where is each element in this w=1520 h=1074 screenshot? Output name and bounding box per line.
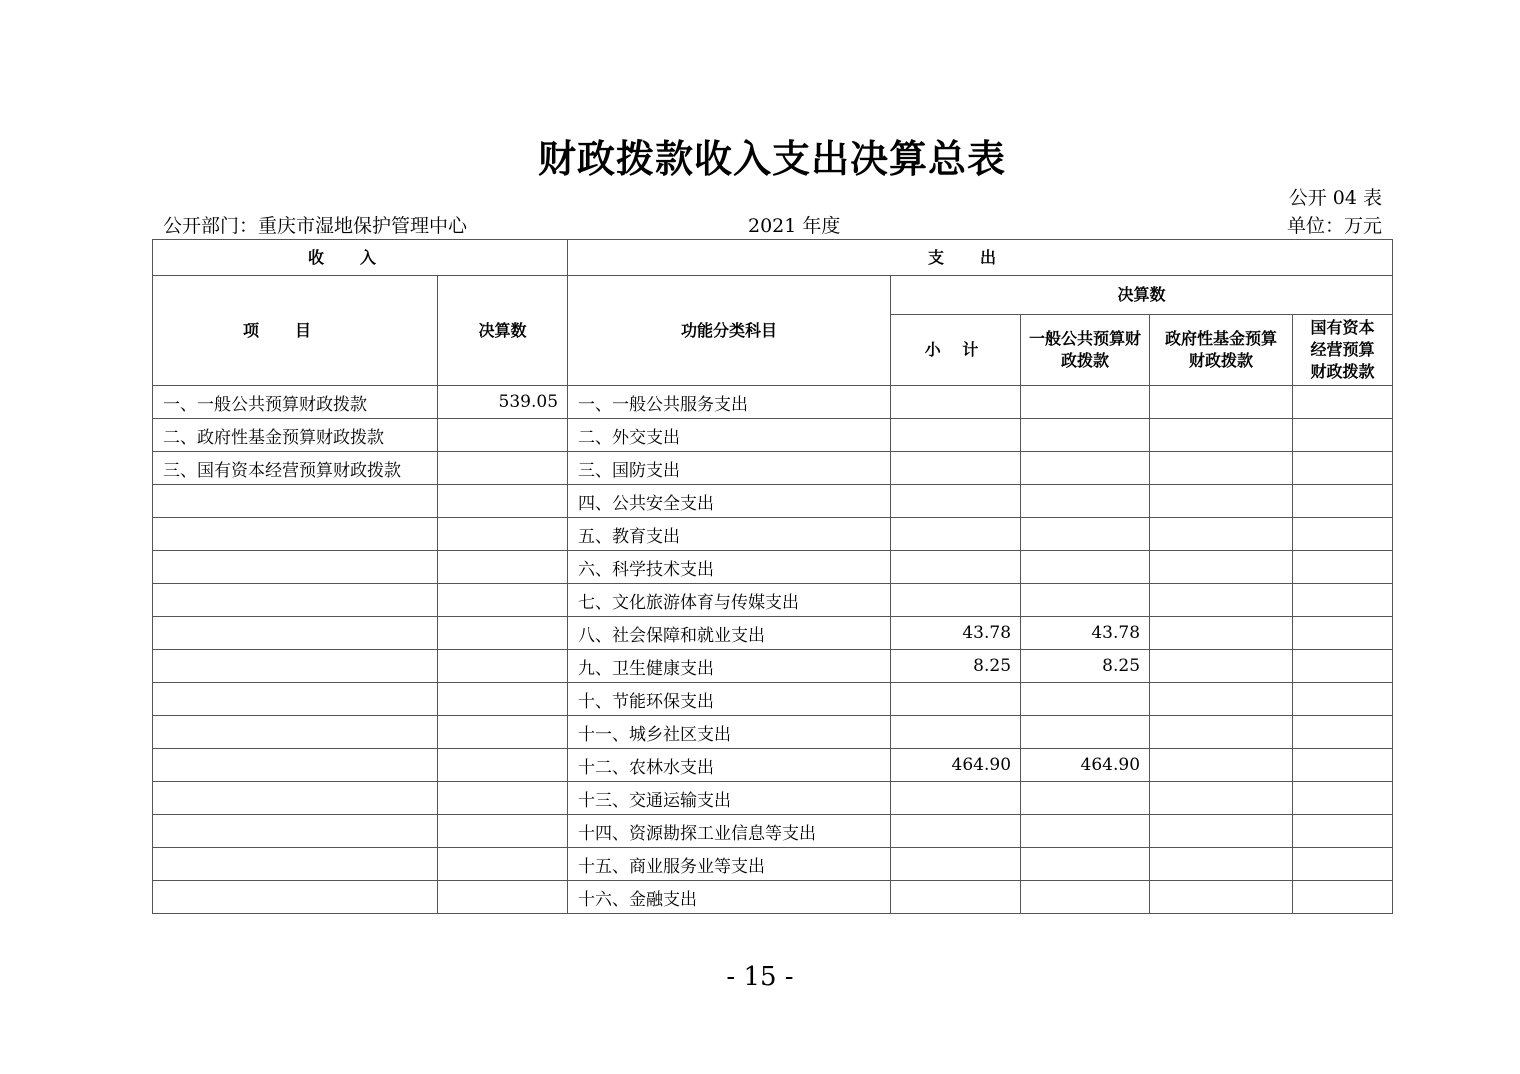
income-amount-cell xyxy=(438,650,568,683)
subtotal-cell: 43.78 xyxy=(891,617,1021,650)
state-capital-cell xyxy=(1293,452,1393,485)
income-amount-cell xyxy=(438,452,568,485)
income-item-cell: 三、国有资本经营预算财政拨款 xyxy=(153,452,438,485)
amount-header: 决算数 xyxy=(438,276,568,386)
table-row xyxy=(153,518,1393,551)
category-cell: 五、教育支出 xyxy=(568,518,891,551)
general-budget-cell: 8.25 xyxy=(1021,650,1150,683)
general-budget-cell xyxy=(1021,683,1150,716)
income-item-cell: 一、一般公共预算财政拨款 xyxy=(153,386,438,419)
state-capital-cell xyxy=(1293,386,1393,419)
state-capital-cell xyxy=(1293,716,1393,749)
state-capital-cell xyxy=(1293,650,1393,683)
income-item-cell xyxy=(153,518,438,551)
income-item-cell xyxy=(153,815,438,848)
state-capital-cell xyxy=(1293,749,1393,782)
state-capital-cell xyxy=(1293,683,1393,716)
category-cell: 三、国防支出 xyxy=(568,452,891,485)
income-amount-cell xyxy=(438,419,568,452)
income-amount-cell xyxy=(438,617,568,650)
income-item-cell xyxy=(153,683,438,716)
table-row xyxy=(153,749,1393,782)
state-capital-cell xyxy=(1293,584,1393,617)
category-cell: 十六、金融支出 xyxy=(568,881,891,914)
subtotal-cell xyxy=(891,518,1021,551)
function-category-header: 功能分类科目 xyxy=(568,276,891,386)
income-amount-cell xyxy=(438,881,568,914)
gov-fund-cell xyxy=(1150,452,1293,485)
state-capital-cell xyxy=(1293,848,1393,881)
income-amount-cell xyxy=(438,584,568,617)
gov-fund-cell xyxy=(1150,551,1293,584)
gov-fund-cell xyxy=(1150,584,1293,617)
category-cell: 十二、农林水支出 xyxy=(568,749,891,782)
general-budget-cell xyxy=(1021,848,1150,881)
table-row xyxy=(153,716,1393,749)
general-budget-cell xyxy=(1021,551,1150,584)
general-budget-cell xyxy=(1021,518,1150,551)
subtotal-header: 小 计 xyxy=(891,315,1021,386)
state-capital-cell xyxy=(1293,518,1393,551)
page-number: - 15 - xyxy=(726,962,794,992)
income-amount-cell xyxy=(438,716,568,749)
subtotal-cell xyxy=(891,386,1021,419)
category-cell: 一、一般公共服务支出 xyxy=(568,386,891,419)
subtotal-cell xyxy=(891,551,1021,584)
subtotal-cell xyxy=(891,716,1021,749)
subtotal-cell: 464.90 xyxy=(891,749,1021,782)
income-amount-cell xyxy=(438,518,568,551)
general-budget-cell: 464.90 xyxy=(1021,749,1150,782)
gov-fund-cell xyxy=(1150,848,1293,881)
unit-label: 单位：万元 xyxy=(1286,215,1382,237)
category-cell: 九、卫生健康支出 xyxy=(568,650,891,683)
income-item-cell xyxy=(153,782,438,815)
category-cell: 四、公共安全支出 xyxy=(568,485,891,518)
gov-fund-cell xyxy=(1150,485,1293,518)
general-budget-cell xyxy=(1021,485,1150,518)
income-header: 收入 xyxy=(153,240,568,276)
state-capital-cell xyxy=(1293,617,1393,650)
table-row xyxy=(153,815,1393,848)
subtotal-cell xyxy=(891,683,1021,716)
budget-summary-table xyxy=(152,239,1393,914)
gov-fund-cell xyxy=(1150,386,1293,419)
income-item-cell xyxy=(153,881,438,914)
gov-fund-header: 政府性基金预算财政拨款 xyxy=(1150,315,1293,386)
category-cell: 七、文化旅游体育与传媒支出 xyxy=(568,584,891,617)
state-capital-cell xyxy=(1293,485,1393,518)
subtotal-cell xyxy=(891,485,1021,518)
income-item-cell xyxy=(153,848,438,881)
general-budget-cell xyxy=(1021,716,1150,749)
state-capital-cell xyxy=(1293,881,1393,914)
gov-fund-cell xyxy=(1150,650,1293,683)
category-cell: 六、科学技术支出 xyxy=(568,551,891,584)
income-amount-cell: 539.05 xyxy=(438,386,568,419)
category-cell: 十四、资源勘探工业信息等支出 xyxy=(568,815,891,848)
income-item-cell xyxy=(153,716,438,749)
general-budget-cell xyxy=(1021,815,1150,848)
table-row xyxy=(153,584,1393,617)
table-row xyxy=(153,485,1393,518)
category-cell: 十三、交通运输支出 xyxy=(568,782,891,815)
state-capital-cell xyxy=(1293,419,1393,452)
final-accounts-header: 决算数 xyxy=(891,276,1393,315)
table-row xyxy=(153,848,1393,881)
general-budget-cell: 43.78 xyxy=(1021,617,1150,650)
general-budget-cell xyxy=(1021,584,1150,617)
state-capital-header: 国有资本经营预算财政拨款 xyxy=(1293,315,1393,386)
gov-fund-cell xyxy=(1150,815,1293,848)
general-budget-cell xyxy=(1021,386,1150,419)
income-item-cell xyxy=(153,617,438,650)
gov-fund-cell xyxy=(1150,881,1293,914)
income-amount-cell xyxy=(438,749,568,782)
subtotal-cell: 8.25 xyxy=(891,650,1021,683)
income-amount-cell xyxy=(438,815,568,848)
subtotal-cell xyxy=(891,782,1021,815)
item-header: 项目 xyxy=(153,276,438,386)
category-cell: 十、节能环保支出 xyxy=(568,683,891,716)
subtotal-cell xyxy=(891,848,1021,881)
income-amount-cell xyxy=(438,485,568,518)
gov-fund-cell xyxy=(1150,683,1293,716)
table-row xyxy=(153,419,1393,452)
general-budget-cell xyxy=(1021,419,1150,452)
expense-header: 支出 xyxy=(568,240,1393,276)
subtotal-cell xyxy=(891,881,1021,914)
department-label: 公开部门：重庆市湿地保护管理中心 xyxy=(163,215,468,237)
income-item-cell xyxy=(153,584,438,617)
subtotal-cell xyxy=(891,584,1021,617)
general-budget-cell xyxy=(1021,782,1150,815)
general-budget-cell xyxy=(1021,452,1150,485)
page-title: 财政拨款收入支出决算总表 xyxy=(537,137,1006,181)
income-amount-cell xyxy=(438,551,568,584)
income-item-cell xyxy=(153,485,438,518)
form-number: 公开 04 表 xyxy=(1288,187,1382,209)
gov-fund-cell xyxy=(1150,419,1293,452)
table-row xyxy=(153,452,1393,485)
subtotal-cell xyxy=(891,452,1021,485)
income-item-cell: 二、政府性基金预算财政拨款 xyxy=(153,419,438,452)
subtotal-cell xyxy=(891,419,1021,452)
table-row xyxy=(153,617,1393,650)
income-item-cell xyxy=(153,650,438,683)
gov-fund-cell xyxy=(1150,782,1293,815)
state-capital-cell xyxy=(1293,551,1393,584)
category-cell: 二、外交支出 xyxy=(568,419,891,452)
table-body xyxy=(153,386,1393,914)
table-row xyxy=(153,650,1393,683)
table-row xyxy=(153,881,1393,914)
fiscal-year: 2021 年度 xyxy=(748,215,841,237)
income-item-cell xyxy=(153,551,438,584)
gov-fund-cell xyxy=(1150,518,1293,551)
gov-fund-cell xyxy=(1150,617,1293,650)
gov-fund-cell xyxy=(1150,716,1293,749)
state-capital-cell xyxy=(1293,815,1393,848)
income-amount-cell xyxy=(438,848,568,881)
income-item-cell xyxy=(153,749,438,782)
income-amount-cell xyxy=(438,683,568,716)
table-row xyxy=(153,683,1393,716)
income-amount-cell xyxy=(438,782,568,815)
general-budget-header: 一般公共预算财政拨款 xyxy=(1021,315,1150,386)
general-budget-cell xyxy=(1021,881,1150,914)
category-cell: 十五、商业服务业等支出 xyxy=(568,848,891,881)
subtotal-cell xyxy=(891,815,1021,848)
category-cell: 八、社会保障和就业支出 xyxy=(568,617,891,650)
gov-fund-cell xyxy=(1150,749,1293,782)
table-row xyxy=(153,782,1393,815)
state-capital-cell xyxy=(1293,782,1393,815)
table-row xyxy=(153,551,1393,584)
category-cell: 十一、城乡社区支出 xyxy=(568,716,891,749)
table-row xyxy=(153,386,1393,419)
